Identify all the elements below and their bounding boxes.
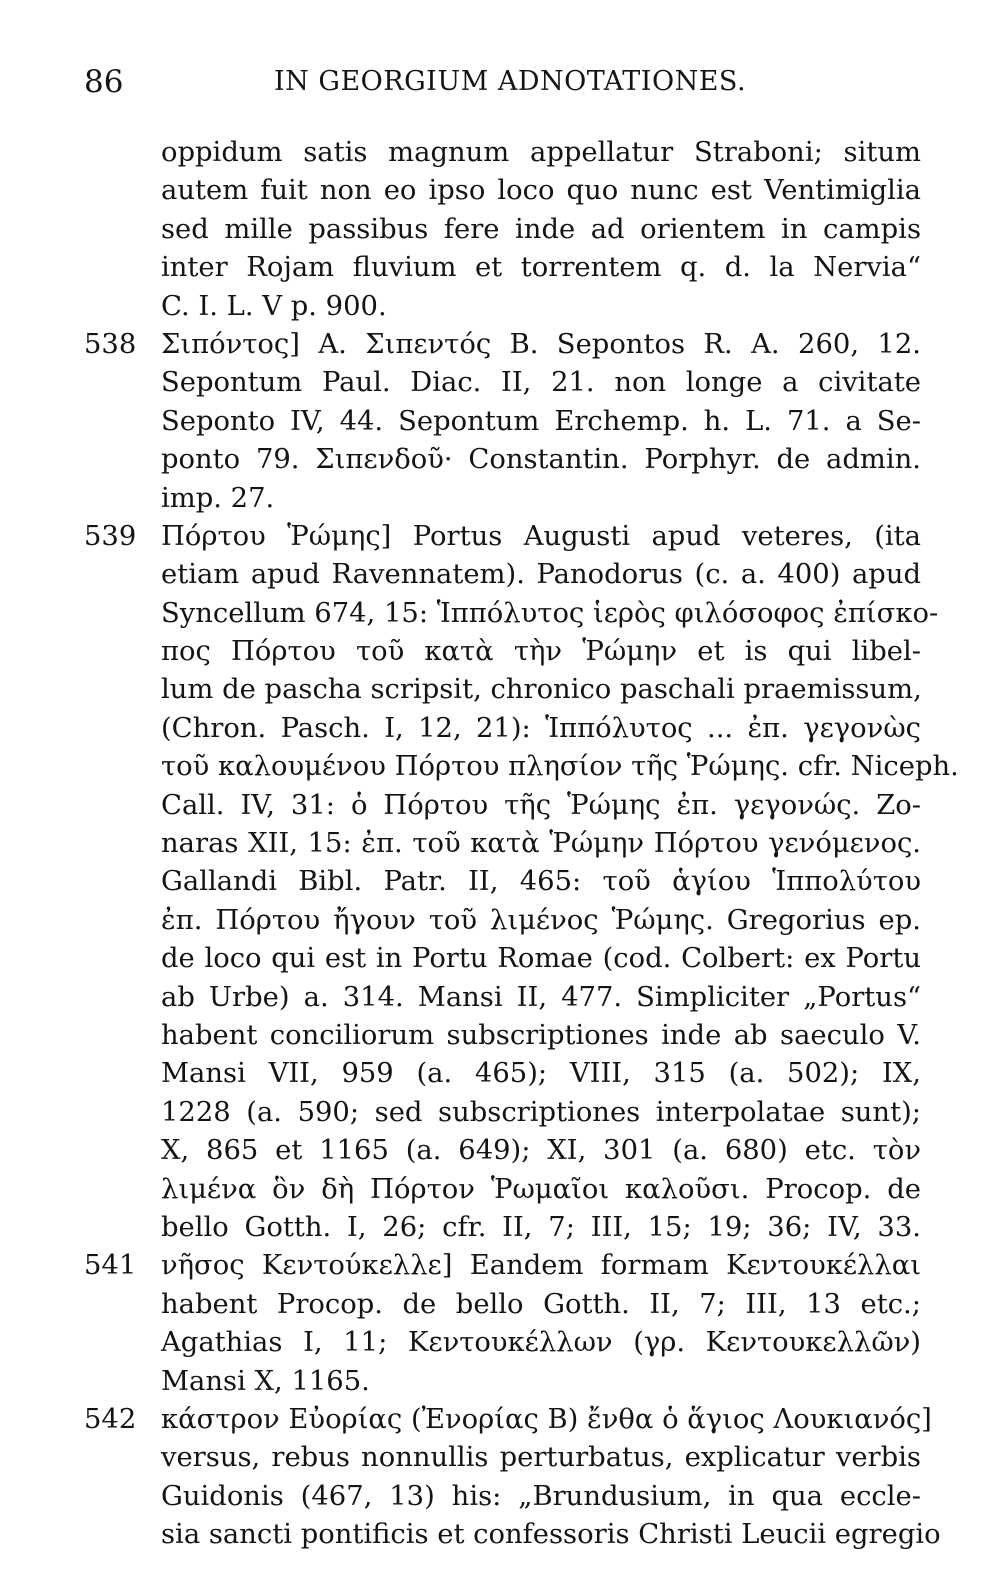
- verse-number: 541: [84, 1250, 137, 1282]
- text-line: [84, 249, 924, 287]
- text-line: [84, 1017, 924, 1055]
- text-line: [84, 633, 924, 671]
- line-text: κάστρον Εὐορίας (Ἐνορίας B) ἔνθα ὁ ἅγιος Λουκιανός]: [161, 1403, 932, 1435]
- text-line: [84, 518, 924, 556]
- text-line: [84, 1401, 932, 1439]
- text-line: [84, 1324, 924, 1362]
- line-text: imp. 27.: [161, 482, 275, 514]
- line-text: (Chron. Pasch. I, 12, 21): Ἱππόλυτος ... ἐπ. γεγονὼς: [161, 712, 921, 744]
- line-text: ponto 79. Σιπενδοῦ· Constantin. Porphyr. de admin.: [161, 444, 921, 476]
- line-text: 1228 (a. 590; sed subscriptiones interpolatae sunt);: [161, 1096, 921, 1128]
- line-text: Gallandi Bibl. Patr. II, 465: τοῦ ἁγίου Ἱππολύτου: [161, 866, 921, 898]
- line-text: habent conciliorum subscriptiones inde ab saeculo V.: [161, 1019, 921, 1051]
- line-text: Call. IV, 31: ὁ Πόρτου τῆς Ῥώμης ἐπ. γεγονώς. Zo-: [161, 789, 921, 821]
- text-line: [84, 710, 924, 748]
- line-text: Agathias I, 11; Κεντουκέλλων (γρ. Κεντουκελλῶν): [161, 1327, 921, 1359]
- line-text: autem fuit non eo ipso loco quo nunc est Ventimiglia: [161, 175, 921, 207]
- line-text: πος Πόρτου τοῦ κατὰ τὴν Ῥώμην et is qui libel-: [161, 636, 921, 668]
- text-line: [84, 1286, 924, 1324]
- running-title: IN GEORGIUM ADNOTATIONES.: [274, 66, 747, 97]
- text-line: [84, 902, 924, 940]
- text-line: [84, 748, 959, 786]
- line-text: bello Gotth. I, 26; cfr. II, 7; III, 15; 19; 36; IV, 33.: [161, 1211, 921, 1243]
- text-line: [84, 1478, 924, 1516]
- text-line: [84, 825, 924, 863]
- text-line: [84, 480, 924, 518]
- text-line: [84, 441, 924, 479]
- text-line: [84, 364, 924, 402]
- text-line: [84, 940, 924, 978]
- line-text: C. I. L. V p. 900.: [161, 290, 387, 322]
- line-text: oppidum satis magnum appellatur Straboni; situm: [161, 137, 921, 168]
- text-line: [84, 288, 924, 326]
- text-line: [84, 1516, 941, 1554]
- running-head: [84, 62, 920, 102]
- line-text: Πόρτου Ῥώμης] Portus Augusti apud veteres, (ita: [161, 520, 921, 552]
- line-text: sed mille passibus fere inde ad orientem in campis: [161, 213, 921, 245]
- text-line: [84, 787, 924, 825]
- line-text: de loco qui est in Portu Romae (cod. Colbert: ex Portu: [161, 943, 921, 975]
- line-text: versus, rebus nonnullis perturbatus, explicatur verbis: [161, 1442, 921, 1474]
- line-text: Mansi X, 1165.: [161, 1365, 370, 1397]
- line-text: Mansi VII, 959 (a. 465); VIII, 315 (a. 502); IX,: [161, 1058, 921, 1090]
- text-line: [84, 671, 924, 709]
- line-text: Σιπόντος] A. Σιπεντός B. Sepontos R. A. 260, 12.: [161, 328, 921, 360]
- annotation-body: [84, 134, 959, 1554]
- line-text: sia sancti pontificis et confessoris Christi Leucii egregio: [161, 1519, 941, 1551]
- text-line: [84, 1055, 924, 1093]
- line-text: ἐπ. Πόρτου ἤγουν τοῦ λιμένος Ῥώμης. Gregorius ep.: [161, 904, 921, 936]
- text-line: [84, 595, 939, 633]
- text-line: [84, 134, 924, 172]
- text-line: [84, 211, 924, 249]
- verse-number: 539: [84, 520, 137, 552]
- page-number: 86: [84, 64, 124, 100]
- text-line: [84, 1209, 924, 1247]
- line-text: Seponto IV, 44. Sepontum Erchemp. h. L. 71. a Se-: [161, 405, 921, 437]
- line-text: Syncellum 674, 15: Ἱππόλυτος ἱερὸς φιλόσοφος ἐπίσκο-: [161, 597, 939, 629]
- line-text: τοῦ καλουμένου Πόρτου πλησίον τῆς Ῥώμης. cfr. Niceph.: [161, 751, 959, 783]
- line-text: etiam apud Ravennatem). Panodorus (c. a. 400) apud: [161, 559, 921, 591]
- text-line: [84, 863, 924, 901]
- verse-number: 542: [84, 1403, 137, 1435]
- line-text: Guidonis (467, 13) his: „Brundusium, in qua eccle-: [161, 1480, 921, 1512]
- text-line: [84, 172, 924, 210]
- line-text: habent Procop. de bello Gotth. II, 7; III, 13 etc.;: [161, 1288, 921, 1320]
- text-line: [84, 556, 924, 594]
- line-text: lum de pascha scripsit, chronico paschali praemissum,: [161, 674, 922, 706]
- text-line: [84, 403, 924, 441]
- text-line: [84, 326, 924, 364]
- text-line: [84, 979, 924, 1017]
- line-text: νῆσος Κεντούκελλε] Eandem formam Κεντουκέλλαι: [161, 1250, 921, 1282]
- text-line: [84, 1363, 924, 1401]
- line-text: Sepontum Paul. Diac. II, 21. non longe a civitate: [161, 367, 921, 399]
- verse-number: 538: [84, 328, 137, 360]
- text-line: [84, 1439, 924, 1477]
- line-text: naras XII, 15: ἐπ. τοῦ κατὰ Ῥώμην Πόρτου γενόμενος.: [161, 828, 921, 860]
- text-line: [84, 1171, 924, 1209]
- line-text: ab Urbe) a. 314. Mansi II, 477. Simpliciter „Portus“: [161, 981, 921, 1013]
- text-line: [84, 1247, 924, 1285]
- text-line: [84, 1132, 924, 1170]
- line-text: inter Rojam fluvium et torrentem q. d. la Nervia“: [161, 252, 921, 284]
- line-text: λιμένα ὃν δὴ Πόρτον Ῥωμαῖοι καλοῦσι. Procop. de: [161, 1173, 921, 1205]
- line-text: X, 865 et 1165 (a. 649); XI, 301 (a. 680) etc. τὸν: [161, 1135, 921, 1167]
- text-line: [84, 1094, 924, 1132]
